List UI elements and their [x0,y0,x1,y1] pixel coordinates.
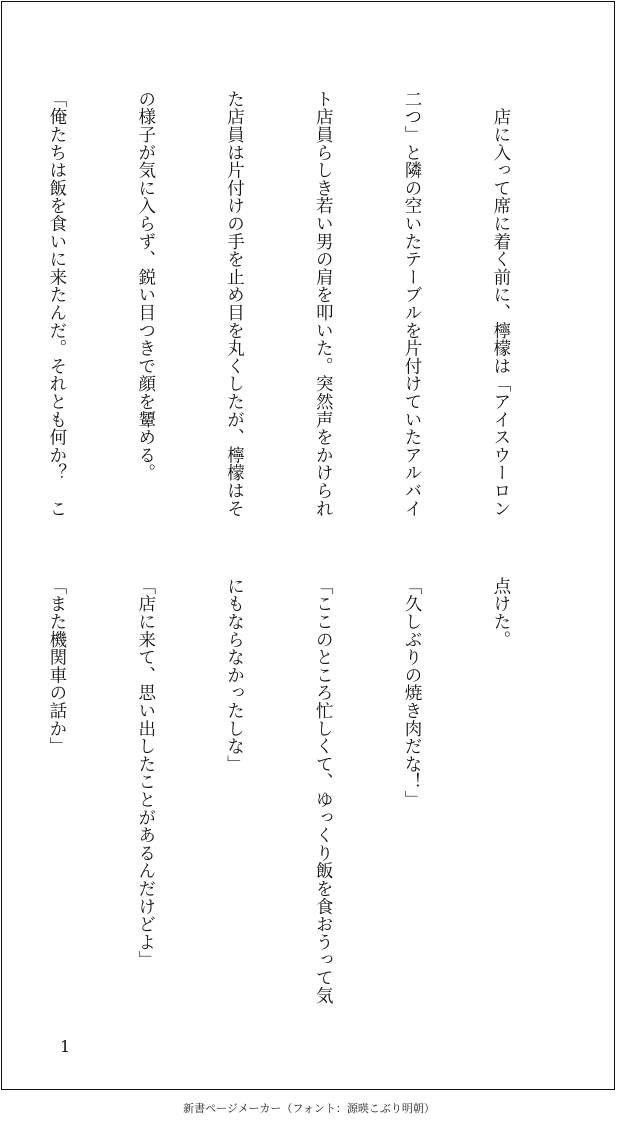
text-block-lower [46,577,574,1007]
text-line: 点けた。 [490,577,511,649]
text-line: 二つ」と隣の空いたテーブルを片付けていたアルバイ [402,90,423,518]
footer-credit: 新書ページメーカー（フォント：源暎こぶり明朝） [183,1102,435,1115]
text-line: 店に入って席に着く前に、檸檬は「アイスウーロン [490,90,511,518]
page-frame [1,1,615,1090]
text-line: た店員は片付けの手を止め目を丸くしたが、檸檬はそ [224,90,245,518]
text-line: 「また機関車の話か」 [46,577,67,755]
text-line: の様子が気に入らず、鋭い目つきで顔を顰める。 [135,90,156,482]
page-number: 1 [60,1037,71,1056]
text-line: ト店員らしき若い男の肩を叩いた。突然声をかけられ [313,90,334,518]
text-block-upper [46,90,574,535]
text-line: 「久しぶりの焼き肉だな！」 [402,577,423,809]
text-line: 「俺たちは飯を食いに来たんだ。それとも何か？ こ [46,90,67,518]
text-line: にもならなかったしな」 [224,577,245,773]
text-line: 「ここのところ忙しくて、ゆっくり飯を食おうって気 [313,577,334,1005]
text-line: 「店に来て、思い出したことがあるんだけどよ」 [135,577,156,969]
